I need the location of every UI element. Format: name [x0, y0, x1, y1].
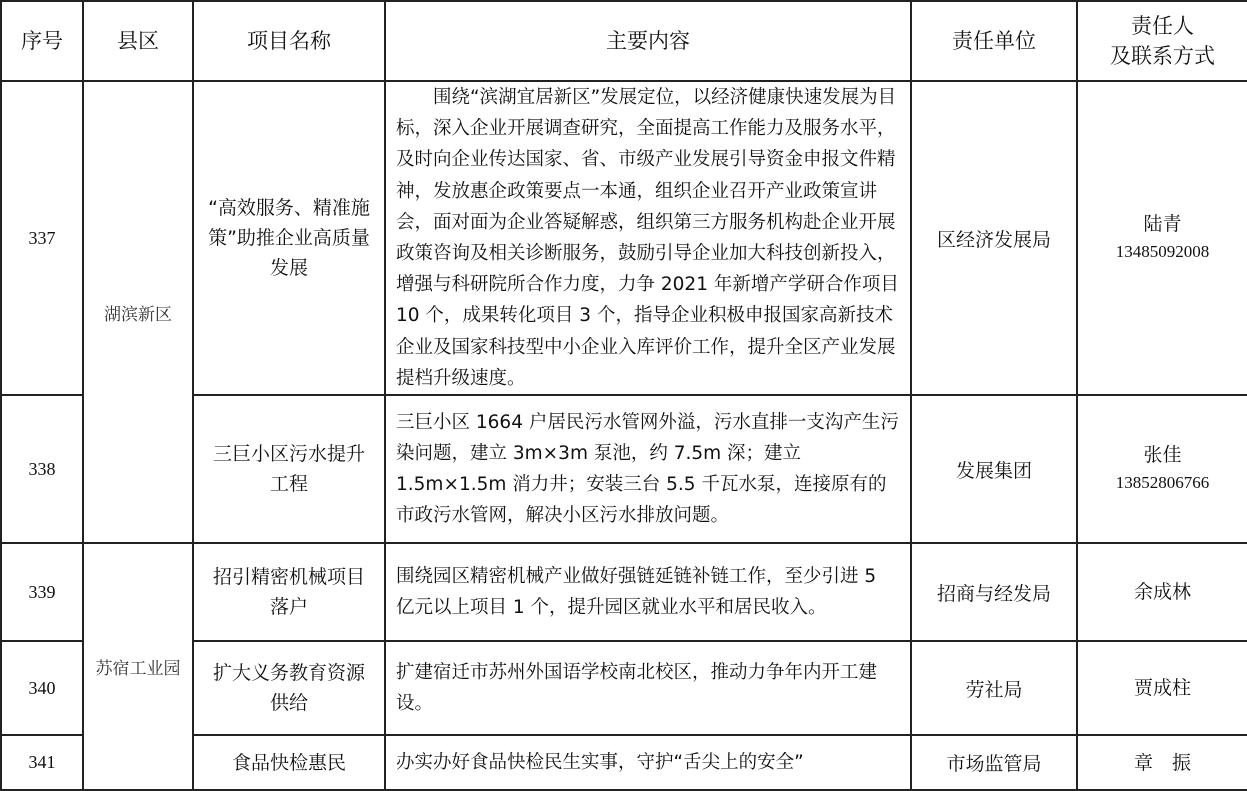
row-content: 办实办好食品快检民生实事，守护“舌尖上的安全”: [385, 735, 911, 790]
header-content: 主要内容: [385, 1, 911, 81]
row-person-name: 张佳: [1143, 444, 1182, 467]
row-person-phone: 13852806766: [1115, 473, 1210, 493]
header-person-line2: 及联系方式: [1110, 44, 1215, 68]
header-district: 县区: [83, 1, 193, 81]
row-content-text: 围绕“滨湖宜居新区”发展定位，以经济健康快速发展为目标，深入企业开展调查研究，全面提高工作能力及服务水平，及时向企业传达国家、省、市级产业发展引导资金申报文件精神，发放惠企政策要点一本通，组织企业召开产业政策宣讲会，面对面为企业答疑解惑，组织第三方服务机构赴企业开展政策咨询及相关诊断服务，鼓励引导企业加大科技创新投入，增强与科研院所合作力度，力争 2021 年新增产学研合作项目 10 个，成果转化项目 3 个，指导企业积极申报国家高新技术企业及国家科技型中小企业入库评价工作，提升全区产业发展提档升级速度。: [396, 87, 899, 389]
table-row: [1, 81, 1247, 395]
table-row: [1, 543, 1247, 641]
row-content: 三巨小区 1664 户居民污水管网外溢，污水直排一支沟产生污染问题，建立 3m×3m 泵池，约 7.5m 深；建立 1.5m×1.5m 消力井；安装三台 5.5 千瓦水泵，连接原有的市政污水管网，解决小区污水排放问题。: [385, 395, 911, 543]
header-seq: 序号: [1, 1, 83, 81]
row-person: [1077, 395, 1247, 543]
row-district: 苏宿工业园: [83, 543, 193, 790]
row-content: [385, 81, 911, 395]
header-project-name: 项目名称: [193, 1, 385, 81]
row-project-name: “高效服务、精准施策”助推企业高质量发展: [193, 81, 385, 395]
row-unit: 劳社局: [911, 641, 1077, 735]
header-person-line1: 责任人: [1131, 14, 1194, 38]
row-project-name: 招引精密机械项目落户: [193, 543, 385, 641]
row-person-phone: 13485092008: [1115, 242, 1210, 262]
header-unit: 责任单位: [911, 1, 1077, 81]
row-person-name: 陆青: [1143, 213, 1182, 236]
row-seq: 341: [1, 735, 83, 790]
table-header-row: [1, 1, 1247, 81]
row-unit: 市场监管局: [911, 735, 1077, 790]
row-unit: 区经济发展局: [911, 81, 1077, 395]
row-district: 湖滨新区: [83, 81, 193, 543]
row-person-name: 余成林: [1077, 543, 1247, 641]
row-seq: 339: [1, 543, 83, 641]
row-seq: 340: [1, 641, 83, 735]
row-person-name: 章 振: [1077, 735, 1247, 790]
row-content: 围绕园区精密机械产业做好强链延链补链工作，至少引进 5 亿元以上项目 1 个，提升园区就业水平和居民收入。: [385, 543, 911, 641]
row-person-name: 贾成柱: [1077, 641, 1247, 735]
row-person: [1077, 81, 1247, 395]
row-project-name: 扩大义务教育资源供给: [193, 641, 385, 735]
row-seq: 338: [1, 395, 83, 543]
row-project-name: 三巨小区污水提升工程: [193, 395, 385, 543]
header-person: [1077, 1, 1247, 81]
row-unit: 发展集团: [911, 395, 1077, 543]
row-project-name: 食品快检惠民: [193, 735, 385, 790]
row-unit: 招商与经发局: [911, 543, 1077, 641]
row-content: 扩建宿迁市苏州外国语学校南北校区，推动力争年内开工建设。: [385, 641, 911, 735]
row-seq: 337: [1, 81, 83, 395]
